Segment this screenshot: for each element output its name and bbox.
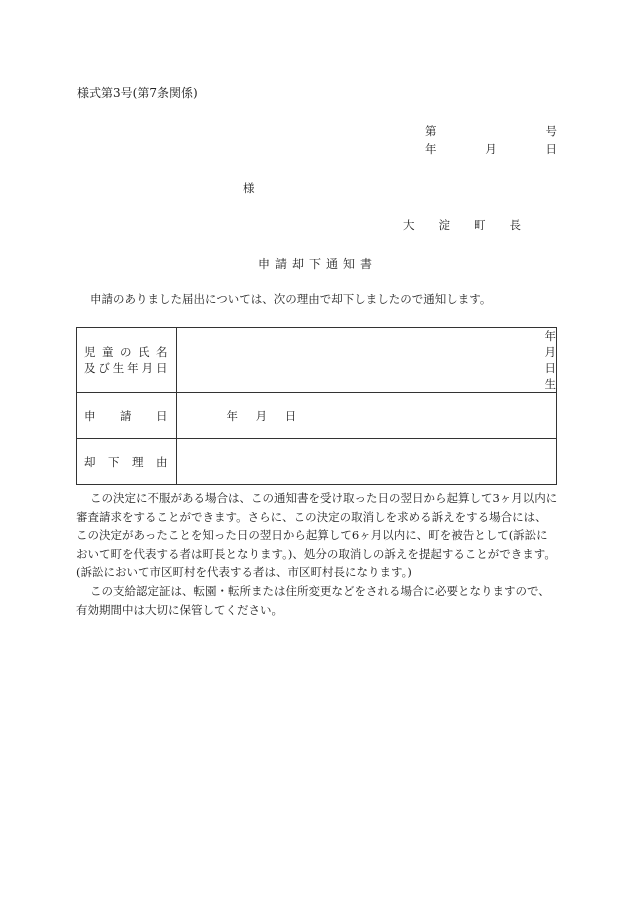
table-row: [77, 393, 557, 439]
birthdate-value-cell: [176, 328, 557, 393]
application-date-value-cell: [176, 393, 557, 439]
issuer-char: 淀: [438, 218, 450, 232]
form-number-label: 様式第3号(第7条関係): [77, 86, 198, 100]
birthdate-value: 年 月 日 生: [544, 329, 556, 391]
date-day: 日: [545, 142, 557, 156]
date-month: 月: [485, 142, 497, 156]
lead-text: 申請のありました届出については、次の理由で却下しましたので通知します。: [90, 292, 492, 306]
notes-section: [76, 489, 558, 619]
number-prefix: 第: [425, 124, 437, 138]
rejection-reason-label: 却 下 理 由: [77, 439, 177, 485]
issuer-title: [403, 217, 521, 233]
issue-date-line: [425, 141, 557, 157]
issuer-char: 長: [509, 218, 521, 232]
child-name-birthdate-label: 児 童 の 氏 名 及 び 生 年 月 日: [77, 328, 177, 393]
document-title: 申請却下通知書: [258, 257, 378, 271]
recipient-honorific: 様: [243, 181, 255, 195]
application-date-value: 年 月 日: [226, 408, 297, 423]
number-suffix: 号: [545, 124, 557, 138]
table-row: [77, 328, 557, 393]
info-table: [76, 327, 557, 485]
rejection-reason-value: [176, 439, 557, 485]
application-date-label: 申 請 日: [77, 393, 177, 439]
appeal-note: この決定に不服がある場合は、この通知書を受け取った日の翌日から起算して3ヶ月以内に審査請求をすることができます。さらに、この決定の取消しを求める訴えをする場合には、この決定があったことを知った日の翌日から起算して6ヶ月以内に、町を被告として(訴訟において町を代表する者は町長となります。)、処分の取消しの訴えを提起することができます。(訴訟において市区町村を代表する者は、市区町村長になります。): [76, 491, 558, 580]
table-row: [77, 439, 557, 485]
storage-note: この支給認定証は、転園・転所または住所変更などをされる場合に必要となりますので、有効期間中は大切に保管してください。: [76, 583, 550, 617]
issuer-char: 大: [403, 218, 415, 232]
issuer-char: 町: [474, 218, 486, 232]
document-number-line: [425, 123, 557, 139]
date-year: 年: [425, 142, 437, 156]
